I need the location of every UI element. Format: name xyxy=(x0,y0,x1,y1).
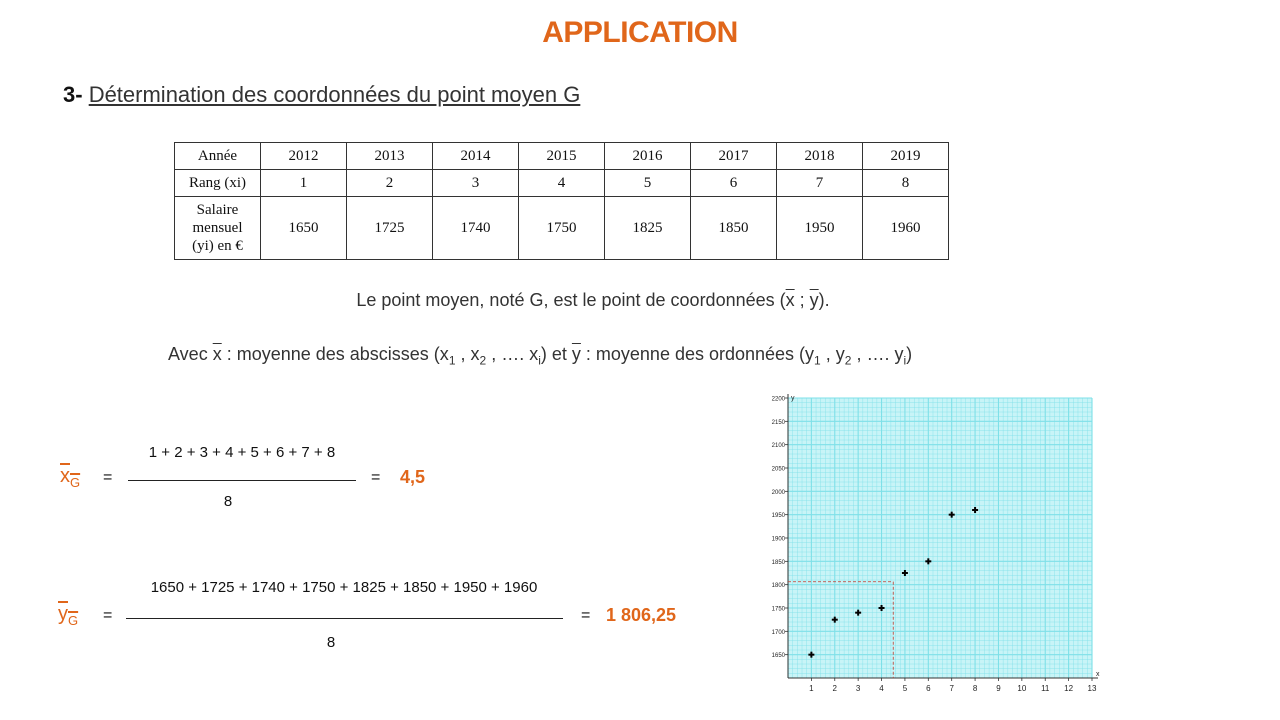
y-tick-label: 2100 xyxy=(771,443,785,450)
table-cell: 2013 xyxy=(347,143,433,170)
y-tick-label: 1900 xyxy=(771,536,785,543)
table-cell: 3 xyxy=(433,170,519,197)
row-label-rank: Rang (xi) xyxy=(175,170,261,197)
x-tick-label: 3 xyxy=(855,684,861,693)
text-segment: Avec xyxy=(168,344,213,364)
yg-equals-result: = xyxy=(581,607,591,624)
y-tick-label: 1700 xyxy=(771,629,785,636)
table-cell: 5 xyxy=(605,170,691,197)
subscript: i xyxy=(538,353,541,368)
x-tick-label: 6 xyxy=(926,684,931,693)
yg-equals: = xyxy=(103,607,113,624)
xg-result: 4,5 xyxy=(400,467,426,487)
y-bar-symbol: $\overline{y}$ xyxy=(571,344,581,364)
xg-equals: = xyxy=(103,469,113,486)
section-heading xyxy=(63,82,580,108)
table-cell: 4 xyxy=(519,170,605,197)
x-tick-label: 8 xyxy=(972,684,978,693)
xg-fraction-bar xyxy=(128,480,356,481)
row-label-salary xyxy=(175,197,261,260)
x-tick-label: 9 xyxy=(996,684,1001,693)
table-cell: 2014 xyxy=(433,143,519,170)
table-cell: 2 xyxy=(347,170,433,197)
xg-numerator: 1 + 2 + 3 + 4 + 5 + 6 + 7 + 8 xyxy=(148,444,336,461)
table-cell: 1950 xyxy=(777,197,863,260)
page-title: APPLICATION xyxy=(542,16,738,49)
y-tick-label: 2200 xyxy=(771,396,785,403)
table-cell: 1825 xyxy=(605,197,691,260)
table-cell: 8 xyxy=(863,170,949,197)
table-cell: 2018 xyxy=(777,143,863,170)
yg-fraction-bar xyxy=(126,618,563,619)
scatter-chart xyxy=(760,388,1110,698)
table-row-ranks xyxy=(175,170,949,197)
x-tick-label: 4 xyxy=(879,684,884,693)
subscript: 1 xyxy=(448,353,456,368)
xg-label xyxy=(60,465,80,490)
table-cell: 2017 xyxy=(691,143,777,170)
x-tick-label: 10 xyxy=(1017,684,1027,693)
section-number: 3- xyxy=(63,82,83,107)
section-title: Détermination des coordonnées du point moyen G xyxy=(88,82,581,107)
text-segment: ) xyxy=(906,344,913,364)
table-cell: 1960 xyxy=(863,197,949,260)
table-row-salaries xyxy=(175,197,949,260)
yg-result: 1 806,25 xyxy=(606,605,677,625)
y-tick-label: 1850 xyxy=(771,559,785,566)
mean-explanation xyxy=(168,344,912,368)
table-cell: 1850 xyxy=(691,197,777,260)
data-table xyxy=(174,142,949,260)
row-label-salary-line: mensuel xyxy=(192,220,243,236)
y-axis-label: y xyxy=(791,395,795,402)
xg-label-sub: G xyxy=(70,475,81,490)
mean-point-definition xyxy=(0,290,1186,311)
y-tick-label: 2000 xyxy=(771,489,785,496)
x-tick-label: 11 xyxy=(1041,684,1050,693)
yg-label-sub: G xyxy=(68,613,79,628)
y-tick-label: 1650 xyxy=(771,653,785,660)
table-cell: 1 xyxy=(261,170,347,197)
xg-denominator: 8 xyxy=(223,493,233,510)
x-tick-label: 5 xyxy=(902,684,908,693)
row-label-year: Année xyxy=(175,143,261,170)
x-tick-label: 12 xyxy=(1064,684,1074,693)
text-segment: ; xyxy=(794,290,810,310)
xg-label-main: x xyxy=(60,465,70,487)
xg-equals-result: = xyxy=(371,469,381,486)
y-tick-label: 1750 xyxy=(771,606,785,613)
text-segment: , x xyxy=(455,344,480,364)
x-tick-label: 13 xyxy=(1087,684,1097,693)
table-cell: 1740 xyxy=(433,197,519,260)
text-segment: , y xyxy=(820,344,845,364)
x-tick-label: 1 xyxy=(809,684,814,693)
text-segment: Le point moyen, noté G, est le point de coordonnées ( xyxy=(356,290,786,310)
table-cell: 2019 xyxy=(863,143,949,170)
subscript: i xyxy=(903,353,907,368)
x-bar-symbol: $\overline{x}$ xyxy=(212,344,222,364)
table-cell: 7 xyxy=(777,170,863,197)
text-segment: , …. y xyxy=(851,344,904,364)
x-axis-label: x xyxy=(1096,671,1100,678)
y-bar-symbol: $\overline{y}$ xyxy=(809,290,819,310)
text-segment: ). xyxy=(818,290,830,310)
yg-denominator: 8 xyxy=(326,634,336,651)
text-segment: ) et xyxy=(540,344,572,364)
text-segment: : moyenne des abscisses (x xyxy=(221,344,449,364)
text-segment: , …. x xyxy=(486,344,539,364)
table-cell: 2015 xyxy=(519,143,605,170)
yg-label-main: y xyxy=(58,603,68,625)
text-segment: : moyenne des ordonnées (y xyxy=(580,344,815,364)
table-cell: 2012 xyxy=(261,143,347,170)
yg-numerator: 1650 + 1725 + 1740 + 1750 + 1825 + 1850 + 1950 + 1960 xyxy=(150,579,538,596)
table-cell: 6 xyxy=(691,170,777,197)
x-tick-label: 7 xyxy=(949,684,954,693)
subscript: 2 xyxy=(844,353,852,368)
x-tick-label: 2 xyxy=(832,684,837,693)
x-bar-symbol: $\overline{x}$ xyxy=(785,290,795,310)
row-label-salary-line: (yi) en € xyxy=(192,238,243,254)
yg-label xyxy=(58,603,78,628)
table-cell: 1750 xyxy=(519,197,605,260)
table-cell: 1650 xyxy=(261,197,347,260)
row-label-salary-line: Salaire xyxy=(196,202,239,218)
subscript: 2 xyxy=(479,353,487,368)
y-tick-label: 1800 xyxy=(771,583,785,590)
y-tick-label: 2150 xyxy=(771,419,785,426)
table-cell: 1725 xyxy=(347,197,433,260)
y-tick-label: 1950 xyxy=(771,513,785,520)
subscript: 1 xyxy=(814,353,821,368)
y-tick-label: 2050 xyxy=(771,466,785,473)
table-cell: 2016 xyxy=(605,143,691,170)
table-row-years xyxy=(175,143,949,170)
